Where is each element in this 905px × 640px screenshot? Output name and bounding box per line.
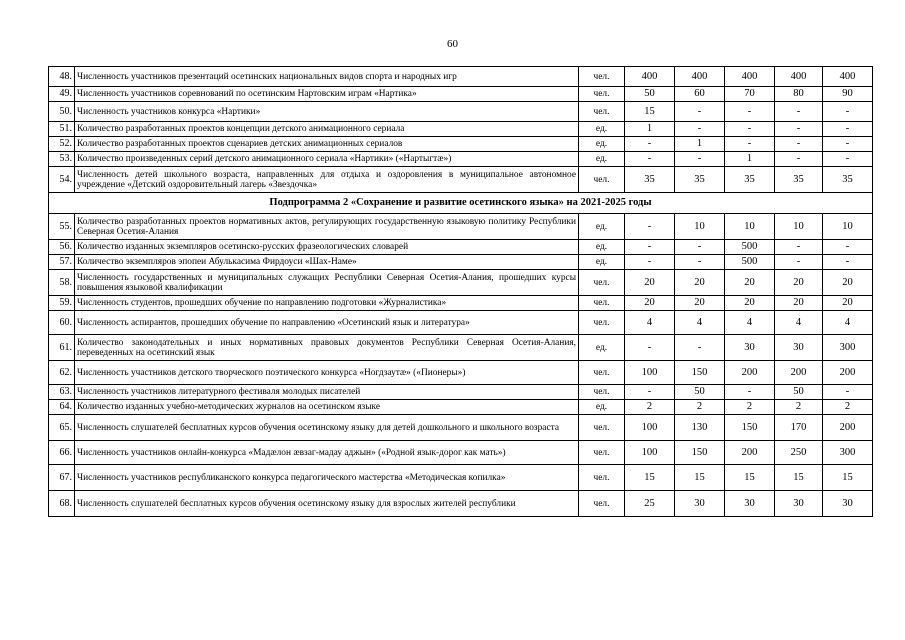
- value-cell: 60: [675, 87, 725, 102]
- indicator-name: Количество изданных экземпляров осетинско-русских фразеологических словарей: [75, 240, 579, 255]
- unit-cell: ед.: [579, 240, 625, 255]
- value-cell: 150: [675, 441, 725, 465]
- indicator-name: Численность участников детского творческого поэтического конкурса «Ногдзаутæ» («Пионеры»): [75, 361, 579, 385]
- value-cell: 100: [625, 441, 675, 465]
- table-row: [49, 270, 873, 296]
- value-cell: -: [823, 122, 873, 137]
- row-number: 54.: [49, 167, 75, 193]
- table-row: [49, 152, 873, 167]
- row-number: 68.: [49, 491, 75, 517]
- indicator-name: Количество разработанных проектов концепции детского анимационного сериала: [75, 122, 579, 137]
- unit-cell: чел.: [579, 311, 625, 335]
- value-cell: 2: [625, 400, 675, 415]
- table-row: [49, 400, 873, 415]
- indicator-name: Численность участников конкурса «Нартики»: [75, 102, 579, 122]
- value-cell: 200: [823, 415, 873, 441]
- value-cell: -: [625, 335, 675, 361]
- row-number: 59.: [49, 296, 75, 311]
- value-cell: 20: [625, 270, 675, 296]
- table-row: [49, 441, 873, 465]
- row-number: 53.: [49, 152, 75, 167]
- row-number: 67.: [49, 465, 75, 491]
- value-cell: 20: [675, 296, 725, 311]
- indicator-name: Численность участников республиканского конкурса педагогического мастерства «Методическая копилка»: [75, 465, 579, 491]
- value-cell: 20: [823, 270, 873, 296]
- value-cell: 20: [675, 270, 725, 296]
- row-number: 50.: [49, 102, 75, 122]
- value-cell: -: [625, 255, 675, 270]
- value-cell: 200: [823, 361, 873, 385]
- row-number: 55.: [49, 214, 75, 240]
- value-cell: 70: [725, 87, 775, 102]
- unit-cell: ед.: [579, 152, 625, 167]
- value-cell: 10: [675, 214, 725, 240]
- section-header-body: [49, 193, 873, 214]
- value-cell: -: [625, 152, 675, 167]
- value-cell: 50: [675, 385, 725, 400]
- value-cell: 300: [823, 335, 873, 361]
- table-row: [49, 361, 873, 385]
- value-cell: 90: [823, 87, 873, 102]
- row-number: 56.: [49, 240, 75, 255]
- value-cell: -: [675, 102, 725, 122]
- value-cell: 35: [823, 167, 873, 193]
- section-title: Подпрограмма 2 «Сохранение и развитие осетинского языка» на 2021-2025 годы: [49, 193, 873, 214]
- value-cell: -: [823, 255, 873, 270]
- value-cell: 4: [823, 311, 873, 335]
- value-cell: 100: [625, 415, 675, 441]
- value-cell: 150: [725, 415, 775, 441]
- table-row: [49, 214, 873, 240]
- value-cell: 170: [775, 415, 823, 441]
- value-cell: 35: [625, 167, 675, 193]
- row-number: 51.: [49, 122, 75, 137]
- value-cell: -: [625, 214, 675, 240]
- table-row: [49, 67, 873, 87]
- value-cell: 1: [725, 152, 775, 167]
- value-cell: -: [625, 137, 675, 152]
- value-cell: 15: [725, 465, 775, 491]
- value-cell: 200: [725, 361, 775, 385]
- indicator-name: Численность государственных и муниципальных служащих Республики Северная Осетия-Алания, прошедших курсы повышения языковой квалификации: [75, 270, 579, 296]
- value-cell: -: [823, 240, 873, 255]
- value-cell: -: [725, 385, 775, 400]
- table-body-top: [49, 67, 873, 193]
- value-cell: 10: [823, 214, 873, 240]
- unit-cell: ед.: [579, 214, 625, 240]
- value-cell: 2: [725, 400, 775, 415]
- table-row: [49, 415, 873, 441]
- unit-cell: чел.: [579, 270, 625, 296]
- value-cell: 35: [725, 167, 775, 193]
- value-cell: 200: [725, 441, 775, 465]
- unit-cell: ед.: [579, 122, 625, 137]
- value-cell: 30: [775, 491, 823, 517]
- value-cell: 4: [775, 311, 823, 335]
- value-cell: -: [775, 255, 823, 270]
- value-cell: 250: [775, 441, 823, 465]
- value-cell: 35: [675, 167, 725, 193]
- value-cell: 130: [675, 415, 725, 441]
- table-row: [49, 102, 873, 122]
- value-cell: 30: [725, 335, 775, 361]
- value-cell: 4: [725, 311, 775, 335]
- value-cell: 15: [775, 465, 823, 491]
- indicator-name: Численность детей школьного возраста, направленных для отдыха и оздоровления в муниципальное автономное учреждение «Детский оздоровительный лагерь «Звездочка»: [75, 167, 579, 193]
- section-header-row: [49, 193, 873, 214]
- value-cell: -: [775, 240, 823, 255]
- value-cell: 1: [675, 137, 725, 152]
- unit-cell: чел.: [579, 465, 625, 491]
- table-row: [49, 240, 873, 255]
- table-row: [49, 87, 873, 102]
- value-cell: 20: [725, 296, 775, 311]
- value-cell: -: [823, 385, 873, 400]
- table-row: [49, 122, 873, 137]
- value-cell: 2: [675, 400, 725, 415]
- value-cell: -: [625, 240, 675, 255]
- value-cell: -: [725, 122, 775, 137]
- value-cell: 15: [675, 465, 725, 491]
- unit-cell: чел.: [579, 441, 625, 465]
- unit-cell: чел.: [579, 87, 625, 102]
- value-cell: 4: [625, 311, 675, 335]
- table-row: [49, 255, 873, 270]
- value-cell: -: [725, 137, 775, 152]
- value-cell: -: [675, 335, 725, 361]
- value-cell: 80: [775, 87, 823, 102]
- unit-cell: ед.: [579, 255, 625, 270]
- value-cell: -: [675, 240, 725, 255]
- value-cell: 15: [625, 102, 675, 122]
- unit-cell: ед.: [579, 137, 625, 152]
- value-cell: -: [775, 137, 823, 152]
- value-cell: -: [775, 152, 823, 167]
- value-cell: 100: [625, 361, 675, 385]
- indicator-name: Численность аспирантов, прошедших обучение по направлению «Осетинский язык и литература»: [75, 311, 579, 335]
- value-cell: 20: [823, 296, 873, 311]
- value-cell: 400: [823, 67, 873, 87]
- unit-cell: чел.: [579, 296, 625, 311]
- row-number: 57.: [49, 255, 75, 270]
- value-cell: 2: [775, 400, 823, 415]
- row-number: 65.: [49, 415, 75, 441]
- indicator-name: Численность студентов, прошедших обучение по направлению подготовки «Журналистика»: [75, 296, 579, 311]
- table-row: [49, 137, 873, 152]
- table-body-bottom: [49, 214, 873, 517]
- indicator-name: Численность слушателей бесплатных курсов обучения осетинскому языку для взрослых жителей республики: [75, 491, 579, 517]
- value-cell: -: [775, 122, 823, 137]
- value-cell: 20: [725, 270, 775, 296]
- row-number: 60.: [49, 311, 75, 335]
- indicator-name: Количество изданных учебно-методических журналов на осетинском языке: [75, 400, 579, 415]
- page-number: 60: [447, 38, 458, 50]
- value-cell: -: [823, 137, 873, 152]
- value-cell: -: [675, 255, 725, 270]
- indicator-name: Количество законодательных и иных нормативных правовых документов Республики Северная Осетия-Алания, переведенных на осетинский язык: [75, 335, 579, 361]
- table-row: [49, 465, 873, 491]
- unit-cell: ед.: [579, 400, 625, 415]
- value-cell: 400: [625, 67, 675, 87]
- row-number: 64.: [49, 400, 75, 415]
- indicator-name: Количество произведенных серий детского анимационного сериала «Нартики» («Нартыгтæ»): [75, 152, 579, 167]
- value-cell: 15: [625, 465, 675, 491]
- unit-cell: чел.: [579, 491, 625, 517]
- table-row: [49, 311, 873, 335]
- value-cell: 30: [675, 491, 725, 517]
- table-row: [49, 335, 873, 361]
- indicator-name: Численность участников онлайн-конкурса «Мадæлон æвзаг-мадау аджын» («Родной язык-дорог как мать»): [75, 441, 579, 465]
- value-cell: 4: [675, 311, 725, 335]
- value-cell: 400: [775, 67, 823, 87]
- value-cell: 200: [775, 361, 823, 385]
- indicator-name: Численность участников литературного фестиваля молодых писателей: [75, 385, 579, 400]
- unit-cell: чел.: [579, 102, 625, 122]
- indicators-table: [48, 66, 873, 517]
- table-row: [49, 296, 873, 311]
- value-cell: 10: [775, 214, 823, 240]
- value-cell: 2: [823, 400, 873, 415]
- value-cell: 400: [675, 67, 725, 87]
- row-number: 49.: [49, 87, 75, 102]
- value-cell: 500: [725, 255, 775, 270]
- value-cell: -: [823, 152, 873, 167]
- indicator-name: Численность участников соревнований по осетинским Нартовским играм «Нартика»: [75, 87, 579, 102]
- unit-cell: чел.: [579, 167, 625, 193]
- unit-cell: ед.: [579, 335, 625, 361]
- unit-cell: чел.: [579, 67, 625, 87]
- value-cell: -: [625, 385, 675, 400]
- row-number: 66.: [49, 441, 75, 465]
- value-cell: 20: [625, 296, 675, 311]
- value-cell: -: [675, 152, 725, 167]
- value-cell: 35: [775, 167, 823, 193]
- table-row: [49, 167, 873, 193]
- value-cell: -: [775, 102, 823, 122]
- value-cell: -: [823, 102, 873, 122]
- value-cell: 300: [823, 441, 873, 465]
- value-cell: 25: [625, 491, 675, 517]
- value-cell: 30: [725, 491, 775, 517]
- unit-cell: чел.: [579, 415, 625, 441]
- value-cell: -: [725, 102, 775, 122]
- indicator-name: Количество разработанных проектов сценариев детских анимационных сериалов: [75, 137, 579, 152]
- value-cell: 400: [725, 67, 775, 87]
- value-cell: 1: [625, 122, 675, 137]
- value-cell: 30: [823, 491, 873, 517]
- value-cell: 20: [775, 270, 823, 296]
- value-cell: 10: [725, 214, 775, 240]
- row-number: 63.: [49, 385, 75, 400]
- table-row: [49, 491, 873, 517]
- indicator-name: Количество экземпляров эпопеи Абулькасима Фирдоуси «Шах-Наме»: [75, 255, 579, 270]
- indicator-name: Количество разработанных проектов нормативных актов, регулирующих государственную языковую политику Республики Северная Осетия-Алания: [75, 214, 579, 240]
- row-number: 48.: [49, 67, 75, 87]
- row-number: 52.: [49, 137, 75, 152]
- value-cell: 30: [775, 335, 823, 361]
- value-cell: -: [675, 122, 725, 137]
- value-cell: 20: [775, 296, 823, 311]
- value-cell: 50: [625, 87, 675, 102]
- unit-cell: чел.: [579, 385, 625, 400]
- value-cell: 150: [675, 361, 725, 385]
- table-row: [49, 385, 873, 400]
- indicator-name: Численность слушателей бесплатных курсов обучения осетинскому языку для детей дошкольного и школьного возраста: [75, 415, 579, 441]
- value-cell: 15: [823, 465, 873, 491]
- row-number: 61.: [49, 335, 75, 361]
- value-cell: 500: [725, 240, 775, 255]
- value-cell: 50: [775, 385, 823, 400]
- row-number: 58.: [49, 270, 75, 296]
- unit-cell: чел.: [579, 361, 625, 385]
- indicator-name: Численность участников презентаций осетинских национальных видов спорта и народных игр: [75, 67, 579, 87]
- row-number: 62.: [49, 361, 75, 385]
